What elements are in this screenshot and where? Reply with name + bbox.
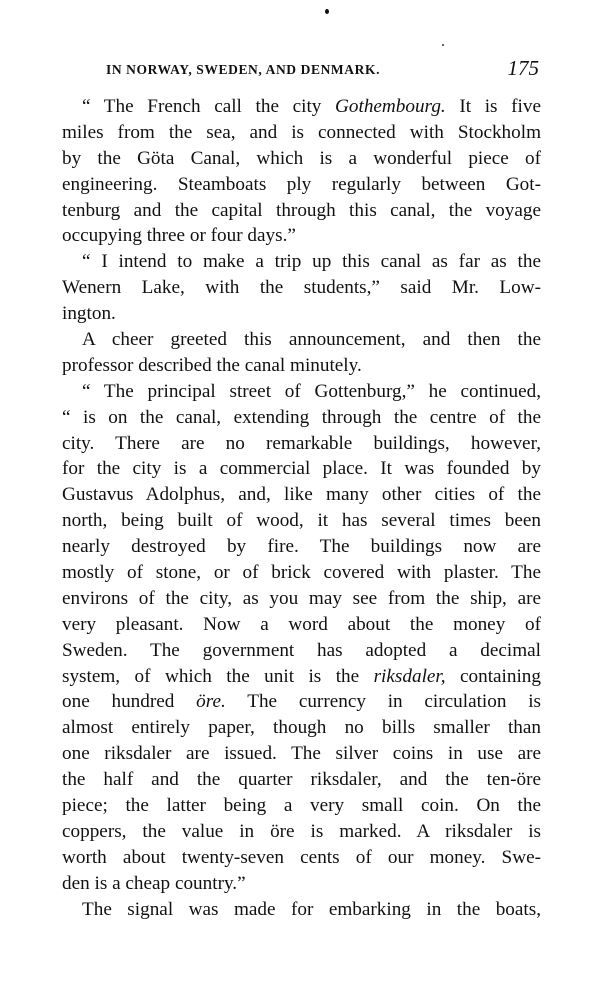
text-span: very pleasant. Now a word about the money of	[62, 613, 541, 635]
text-line	[62, 327, 541, 353]
text-span: nearly destroyed by fire. The buildings now are	[62, 536, 541, 558]
text-span: Gustavus Adolphus, and, like many other cities of the	[62, 484, 541, 506]
text-line	[62, 301, 541, 327]
text-line	[62, 120, 541, 146]
text-line	[62, 897, 541, 923]
text-span: city. There are no remarkable buildings, however,	[62, 432, 541, 454]
text-line	[62, 223, 541, 249]
text-span: “ is on the canal, extending through the centre of the	[62, 406, 541, 428]
page-number: 175	[507, 56, 539, 80]
text-line	[62, 612, 541, 638]
body-text	[62, 94, 541, 923]
text-line	[62, 353, 541, 379]
italic-term: Gothembourg.	[335, 96, 446, 117]
text-span: almost entirely paper, though no bills smaller than	[62, 717, 541, 739]
text-span: The currency in circulation is	[225, 691, 541, 713]
text-span: “ I intend to make a trip up this canal as far as the	[82, 251, 541, 273]
text-line	[62, 456, 541, 482]
text-span: It is five	[445, 96, 541, 117]
text-span: The signal was made for embarking in the boats,	[82, 898, 541, 920]
print-speck	[442, 44, 444, 46]
text-line	[62, 534, 541, 560]
text-line	[62, 871, 541, 897]
text-line	[62, 586, 541, 612]
text-line	[62, 275, 541, 301]
text-span: engineering. Steamboats ply regularly between Got-	[62, 173, 541, 195]
text-span: piece; the latter being a very small coin. On the	[62, 795, 541, 817]
text-span: one riksdaler are issued. The silver coins in use are	[62, 743, 541, 765]
text-line	[62, 819, 541, 845]
text-line	[62, 146, 541, 172]
page-header	[62, 56, 539, 86]
italic-term: riksdaler,	[373, 665, 446, 687]
text-line	[62, 379, 541, 405]
text-span: “ The principal street of Gottenburg,” he continued,	[82, 380, 541, 402]
text-span: tenburg and the capital through this canal, the voyage	[62, 199, 541, 221]
text-span: occupying three or four days.”	[62, 225, 296, 247]
text-span: den is a cheap country.”	[62, 872, 246, 894]
text-line	[62, 845, 541, 871]
text-span: coppers, the value in öre is marked. A riksdaler is	[62, 820, 541, 842]
running-head: IN NORWAY, SWEDEN, AND DENMARK.	[106, 62, 381, 77]
text-line	[62, 94, 541, 120]
text-span: one hundred	[62, 691, 197, 713]
text-line	[62, 664, 541, 690]
text-span: north, being built of wood, it has several times been	[62, 510, 541, 532]
text-line	[62, 767, 541, 793]
italic-term: öre.	[196, 691, 226, 713]
text-span: “ The French call the city	[82, 96, 336, 117]
text-span: environs of the city, as you may see from the ship, are	[62, 587, 541, 609]
text-line	[62, 431, 541, 457]
text-span: Wenern Lake, with the students,” said Mr. Low-	[62, 277, 541, 299]
text-span: ington.	[62, 303, 116, 325]
text-span: Sweden. The government has adopted a decimal	[62, 639, 541, 661]
print-speck	[325, 9, 329, 14]
text-span: for the city is a commercial place. It was founded by	[62, 458, 541, 480]
text-span: A cheer greeted this announcement, and then the	[82, 329, 541, 351]
text-line	[62, 689, 541, 715]
text-span: worth about twenty-seven cents of our money. Swe-	[62, 846, 541, 868]
text-span: containing	[445, 665, 541, 687]
text-line	[62, 172, 541, 198]
text-line	[62, 405, 541, 431]
text-line	[62, 741, 541, 767]
text-line	[62, 482, 541, 508]
text-line	[62, 198, 541, 224]
text-line	[62, 793, 541, 819]
text-line	[62, 249, 541, 275]
text-line	[62, 715, 541, 741]
text-span: mostly of stone, or of brick covered with plaster. The	[62, 562, 541, 584]
text-line	[62, 638, 541, 664]
text-span: the half and the quarter riksdaler, and the ten-öre	[62, 769, 541, 791]
text-span: miles from the sea, and is connected with Stockholm	[62, 121, 541, 143]
text-span: system, of which the unit is the	[62, 665, 374, 687]
text-line	[62, 508, 541, 534]
text-span: by the Göta Canal, which is a wonderful piece of	[62, 147, 541, 169]
text-span: professor described the canal minutely.	[62, 354, 362, 376]
text-line	[62, 560, 541, 586]
